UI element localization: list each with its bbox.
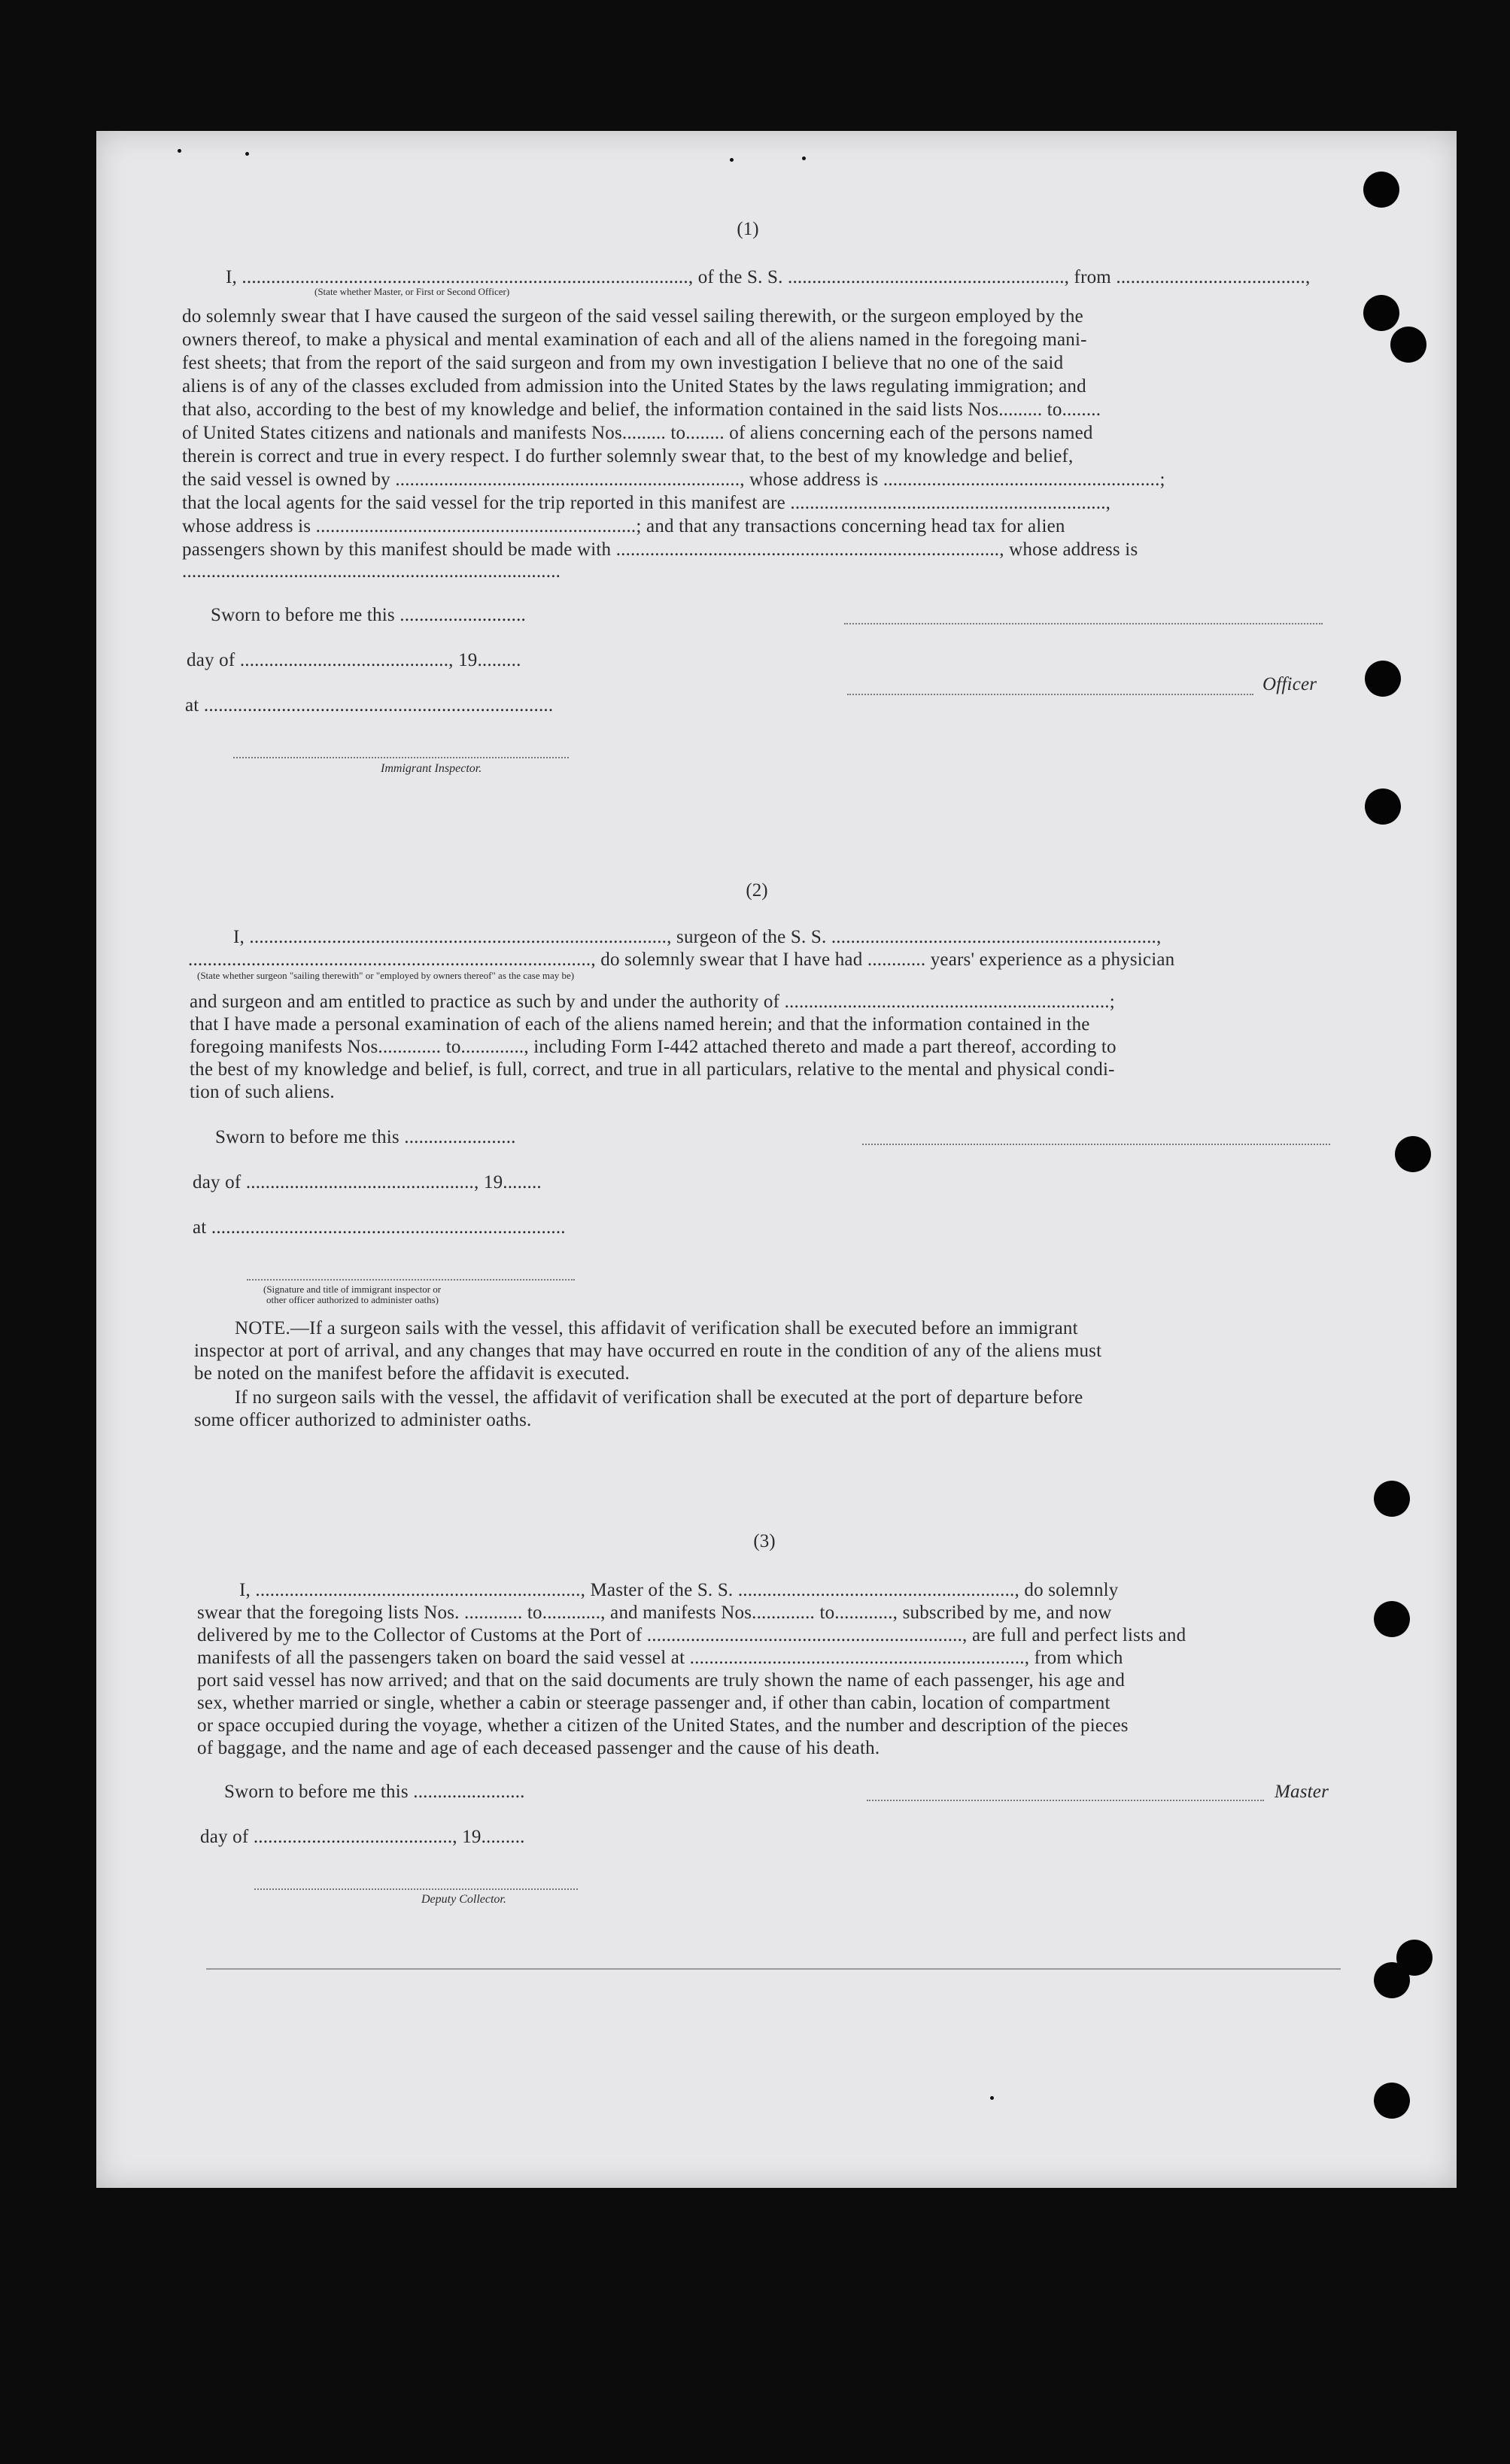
s3-para-line-4: manifests of all the passengers taken on board the said vessel at ....................................................................., from which (197, 1648, 1123, 1668)
s2-day-line: day of ..............................................., 19........ (193, 1172, 542, 1193)
s2-at-line: at ......................................................................... (193, 1217, 566, 1238)
s1-para-line-4: aliens is of any of the classes excluded from admission into the United States by the laws regulating immigration; and (182, 376, 1086, 396)
s3-para-line-3: delivered by me to the Collector of Customs at the Port of ................................................................., are full and perfect lists and (197, 1625, 1186, 1645)
s3-collector-caption: Deputy Collector. (421, 1893, 506, 1906)
s2-caption-1: (Signature and title of immigrant inspector or (263, 1284, 442, 1295)
scan-speck (990, 2096, 994, 2100)
s1-sworn-line: Sworn to before me this .......................... (211, 605, 526, 625)
s3-para-line-5: port said vessel has now arrived; and that on the said documents are truly shown the name of each passenger, his age and (197, 1670, 1126, 1691)
s3-day-line: day of ........................................., 19......... (200, 1827, 525, 1847)
s1-officer-signature-line (847, 694, 1253, 695)
s1-signature-line-1 (844, 623, 1323, 624)
s1-inspector-signature-line (233, 757, 569, 758)
s2-para-line-3: foregoing manifests Nos............. to............., including Form I-442 attached thereto and made a part thereof, according to (190, 1037, 1117, 1057)
punch-hole (1363, 172, 1399, 208)
s2-para-line-1: and surgeon and am entitled to practice as such by and under the authority of ...................................................................; (190, 992, 1115, 1012)
punch-hole (1395, 1136, 1431, 1172)
s3-sworn-line: Sworn to before me this ....................... (224, 1782, 525, 1802)
s2-note-line-1: NOTE.—If a surgeon sails with the vessel, this affidavit of verification shall be executed before an immigrant (235, 1318, 1078, 1338)
s3-para-line-1: I, ..................................................................., Master of the S. S. ........................................................., do solemnly (239, 1580, 1119, 1600)
s2-para-line-5: tion of such aliens. (190, 1082, 335, 1102)
s1-officer-line-caption: (State whether Master, or First or Second Officer) (314, 286, 510, 297)
s1-para-line-1: do solemnly swear that I have caused the surgeon of the said vessel sailing therewith, or the surgeon employed by the (182, 306, 1083, 327)
s1-inspector-caption: Immigrant Inspector. (381, 762, 482, 775)
scan-speck (730, 158, 734, 162)
s1-para-line-9: that the local agents for the said vessel for the trip reported in this manifest are ................................................................., (182, 493, 1111, 513)
s3-para-line-2: swear that the foregoing lists Nos. ............ to............, and manifests Nos............. to............, subscribed by me, and now (197, 1603, 1112, 1623)
punch-hole (1390, 327, 1426, 363)
punch-hole (1365, 661, 1401, 697)
bottom-rule (206, 1968, 1341, 1970)
punch-hole (1374, 1601, 1410, 1637)
s2-note-line-4: If no surgeon sails with the vessel, the affidavit of verification shall be executed at the port of departure before (235, 1387, 1083, 1408)
s3-master-label: Master (1275, 1782, 1329, 1802)
punch-hole (1365, 788, 1401, 825)
s3-para-line-7: or space occupied during the voyage, whether a citizen of the United States, and the number and description of the pieces (197, 1715, 1129, 1736)
section-1-number: (1) (737, 219, 759, 239)
s1-at-line: at ........................................................................ (185, 695, 554, 716)
s3-master-signature-line (867, 1800, 1264, 1801)
s1-para-line-10: whose address is ..................................................................; and that any transactions concerning head tax for alien (182, 516, 1065, 536)
s2-para-line-4: the best of my knowledge and belief, is full, correct, and true in all particulars, relative to the mental and physical condi- (190, 1059, 1115, 1080)
s2-signature-line (862, 1144, 1330, 1145)
punch-hole (1374, 1962, 1410, 1998)
scan-speck (802, 156, 806, 160)
s1-officer-label: Officer (1262, 674, 1317, 694)
s1-para-line-6: of United States citizens and nationals and manifests Nos......... to........ of aliens concerning each of the persons named (182, 423, 1093, 443)
punch-hole (1374, 1481, 1410, 1517)
s3-para-line-6: sex, whether married or single, whether a cabin or steerage passenger and, if other than cabin, location of compartment (197, 1693, 1110, 1713)
s1-para-line-7: therein is correct and true in every respect. I do further solemnly swear that, to the best of my knowledge and belief, (182, 446, 1074, 466)
punch-hole (1363, 295, 1399, 331)
s1-para-line-8: the said vessel is owned by ......................................................................., whose address is .........................................................; (182, 469, 1165, 490)
s2-note-line-5: some officer authorized to administer oaths. (194, 1410, 532, 1430)
s1-day-line: day of ..........................................., 19......... (187, 650, 521, 670)
s1-para-tail: .............................................................................. (182, 561, 561, 582)
s2-caption-2: other officer authorized to administer oaths) (266, 1294, 439, 1305)
punch-hole (1374, 2083, 1410, 2119)
s1-para-line-11: passengers shown by this manifest should be made with ..............................................................................., whose address is (182, 539, 1138, 560)
scan-speck (245, 152, 249, 156)
s1-para-line-5: that also, according to the best of my knowledge and belief, the information contained in the said lists Nos......... to........ (182, 400, 1101, 420)
s1-para-line-3: fest sheets; that from the report of the said surgeon and from my own investigation I believe that no one of the said (182, 353, 1064, 373)
s2-inspector-signature-line (247, 1279, 575, 1281)
s2-experience-caption: (State whether surgeon "sailing therewith" or "employed by owners thereof" as the case may be) (197, 970, 575, 981)
s2-note-line-2: inspector at port of arrival, and any changes that may have occurred en route in the condition of any of the aliens must (194, 1341, 1102, 1361)
s2-sworn-line: Sworn to before me this ....................... (215, 1127, 516, 1147)
s2-note-line-3: be noted on the manifest before the affidavit is executed. (194, 1363, 630, 1384)
s2-experience-line: ..................................................................................., do solemnly swear that I have had ............ years' experience as a physician (188, 949, 1175, 970)
s2-surgeon-line: I, ......................................................................................, surgeon of the S. S. ..................................................................., (233, 927, 1162, 947)
s3-para-line-8: of baggage, and the name and age of each deceased passenger and the cause of his death. (197, 1738, 880, 1758)
scan-speck (178, 149, 181, 153)
s1-para-line-2: owners thereof, to make a physical and mental examination of each and all of the aliens named in the foregoing mani- (182, 330, 1087, 350)
section-2-number: (2) (746, 880, 768, 901)
section-3-number: (3) (753, 1531, 776, 1551)
s2-para-line-2: that I have made a personal examination of each of the aliens named herein; and that the information contained in the (190, 1014, 1090, 1035)
s1-officer-line: I, ............................................................................................, of the S. S. ........................................................., from ......................................., (226, 267, 1311, 287)
s3-collector-signature-line (254, 1888, 578, 1890)
